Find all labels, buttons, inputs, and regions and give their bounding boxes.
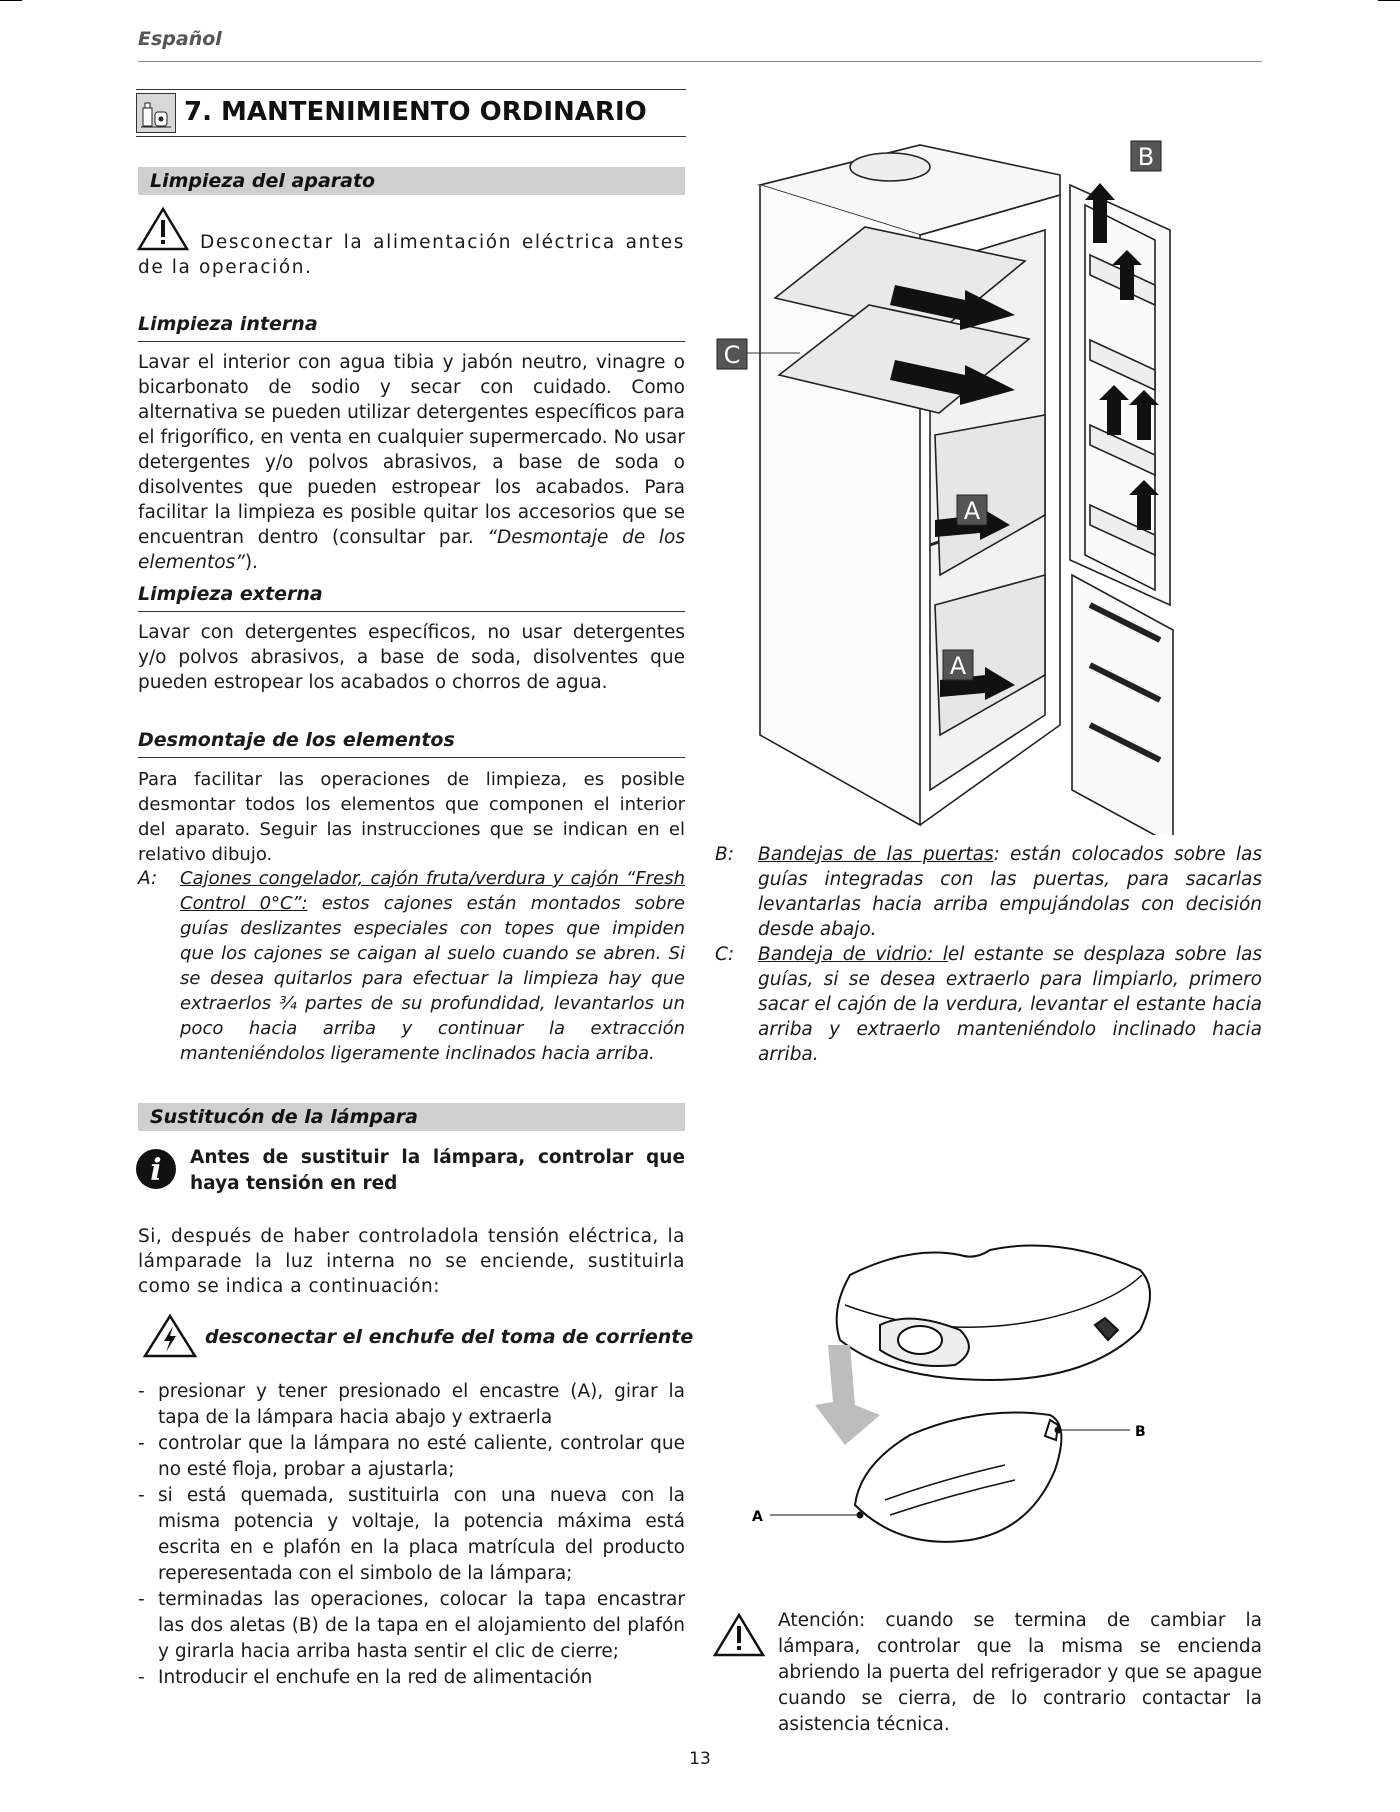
subheading-label: Limpieza interna xyxy=(138,313,318,335)
section-title-box xyxy=(136,89,686,137)
list-item: - si está quemada, sustituirla con una nueva con la misma potencia y voltaje, la potencia máxima está escrita en e plafón en la placa matrícula del producto reperesentada con el simbolo de la lámpara; xyxy=(138,1483,685,1587)
callout-label: A xyxy=(949,652,967,680)
warning-text: Desconectar la alimentación eléctrica antes de la operación. xyxy=(138,232,685,278)
callout-label: C xyxy=(723,341,741,369)
callout-label: B xyxy=(1137,143,1155,171)
list-item: - terminadas las operaciones, colocar la tapa encastrar las dos aletas (B) de la tapa en el alojamiento del plafón y girarla hacia arriba hasta sentir el clic de cierre; xyxy=(138,1587,685,1665)
item-label: A: xyxy=(138,868,158,889)
internal-text-end: ). xyxy=(244,552,258,573)
header-rule xyxy=(138,61,1262,62)
section-band-lamp xyxy=(138,1103,685,1131)
subheading-disassembly xyxy=(138,729,685,758)
list-item: - controlar que la lámpara no esté caliente, controlar que no esté floja, probar a ajustarla; xyxy=(138,1431,685,1483)
page-number: 13 xyxy=(689,1749,711,1769)
subheading-external xyxy=(138,583,685,612)
external-cleaning-text: Lavar con detergentes específicos, no usar detergentes y/o polvos abrasivos, a base de soda, disolventes que pueden estropear los acabados o chorros de agua. xyxy=(138,622,685,693)
band-label: Sustitucón de la lámpara xyxy=(150,1106,418,1128)
electric-shock-warning-icon xyxy=(142,1313,198,1359)
language-label: Español xyxy=(138,28,222,50)
band-label: Limpieza del aparato xyxy=(150,170,376,192)
callout-a-upper xyxy=(957,495,987,525)
lamp-cover-illustration xyxy=(740,1230,1180,1560)
lamp-steps-list xyxy=(138,1379,685,1691)
fridge-disassembly-illustration xyxy=(715,135,1285,835)
callout-a-lower xyxy=(943,650,973,680)
disassembly-text: Para facilitar las operaciones de limpieza, es posible desmontar todos los elementos que componen el interior del aparato. Seguir las instrucciones que se indican en el relativo dibujo. xyxy=(138,769,685,865)
info-icon xyxy=(135,1148,177,1190)
crop-mark xyxy=(1378,0,1400,1)
subheading-label: Limpieza externa xyxy=(138,583,323,605)
item-body xyxy=(180,866,685,1066)
item-label: B: xyxy=(715,844,734,865)
list-item: - Introducir el enchufe en la red de alimentación xyxy=(138,1665,685,1691)
figure-label-a: A xyxy=(752,1509,763,1525)
item-text: el estante se desplaza sobre las guías, si se desea extraerlo para limpiarlo, primero sacar el cajón de la verdura, levantar el estante hacia arriba y extraerlo manteniéndolo inclinado hacia arriba. xyxy=(758,944,1263,1065)
section-band-cleaning xyxy=(138,167,685,195)
callout-label: A xyxy=(963,497,981,525)
lamp-intro-text: Si, después de haber controladola tensión eléctrica, la lámparade la luz interna no se enciende, sustituirla como se indica a continuación: xyxy=(138,1226,685,1297)
internal-text-reference: “Desmontaje de los elementos” xyxy=(138,527,685,573)
attention-text: Atención: cuando se termina de cambiar la lámpara, controlar que la misma se encienda abriendo la puerta del refrigerador y que se apague cuando se cierra, de lo contrario contactar la asistencia técnica. xyxy=(778,1610,1262,1735)
internal-text-main: Lavar el interior con agua tibia y jabón neutro, vinagre o bicarbonato de sodio y secar con cuidado. Como alternativa se pueden utilizar detergentes específicos para el frigorífico, en venta en cualquier supermercado. No usar detergentes y/o polvos abrasivos, a base de soda o disolventes que pueden estropear los acabados. Para facilitar la limpieza es posible quitar los accesorios que se encuentran dentro (consultar par. xyxy=(138,352,685,548)
cleaning-products-icon xyxy=(136,93,176,133)
subheading-internal xyxy=(138,313,685,342)
crop-mark xyxy=(0,0,22,1)
item-body xyxy=(758,942,1262,1067)
subheading-label: Desmontaje de los elementos xyxy=(138,729,455,751)
info-text: Antes de sustituir la lámpara, controlar que haya tensión en red xyxy=(190,1147,685,1194)
item-title: Bandejas de las puertas xyxy=(758,844,994,865)
item-a xyxy=(138,866,685,1064)
item-title: Bandeja de vidrio: l xyxy=(758,944,948,965)
item-c xyxy=(715,942,1263,1065)
callout-c xyxy=(717,339,747,369)
callout-b xyxy=(1131,141,1161,171)
list-item: - presionar y tener presionado el encastre (A), girar la tapa de la lámpara hacia abajo y extraerla xyxy=(138,1379,685,1431)
figure-label-b: B xyxy=(1135,1424,1146,1440)
warning-icon xyxy=(712,1612,766,1658)
shock-warning-text: desconectar el enchufe del toma de corriente xyxy=(205,1326,694,1348)
page-title: 7. MANTENIMIENTO ORDINARIO xyxy=(184,97,647,127)
item-b xyxy=(715,842,1262,940)
svg-text:i: i xyxy=(150,1153,162,1188)
item-text: estos cajones están montados sobre guías deslizantes especiales con topes que impiden que los cajones se caigan al suelo cuando se abren. Si se desea quitarlos para efectuar la limpieza hay que extraerlos ¾ partes de su profundidad, levantarlos un poco hacia arriba y continuar la extracción manteniéndolos ligeramente inclinados hacia arriba. xyxy=(180,893,685,1064)
internal-cleaning-text xyxy=(138,350,685,575)
item-title: Cajones congelador, cajón fruta/verdura y cajón “Fresh Control 0°C”: xyxy=(180,868,685,914)
item-body xyxy=(758,842,1262,942)
item-text: : están colocados sobre las guías integradas con las puertas, para sacarlas levantarlas hacia arriba empujándolas con decisión desde abajo. xyxy=(758,844,1262,940)
item-label: C: xyxy=(715,944,735,965)
